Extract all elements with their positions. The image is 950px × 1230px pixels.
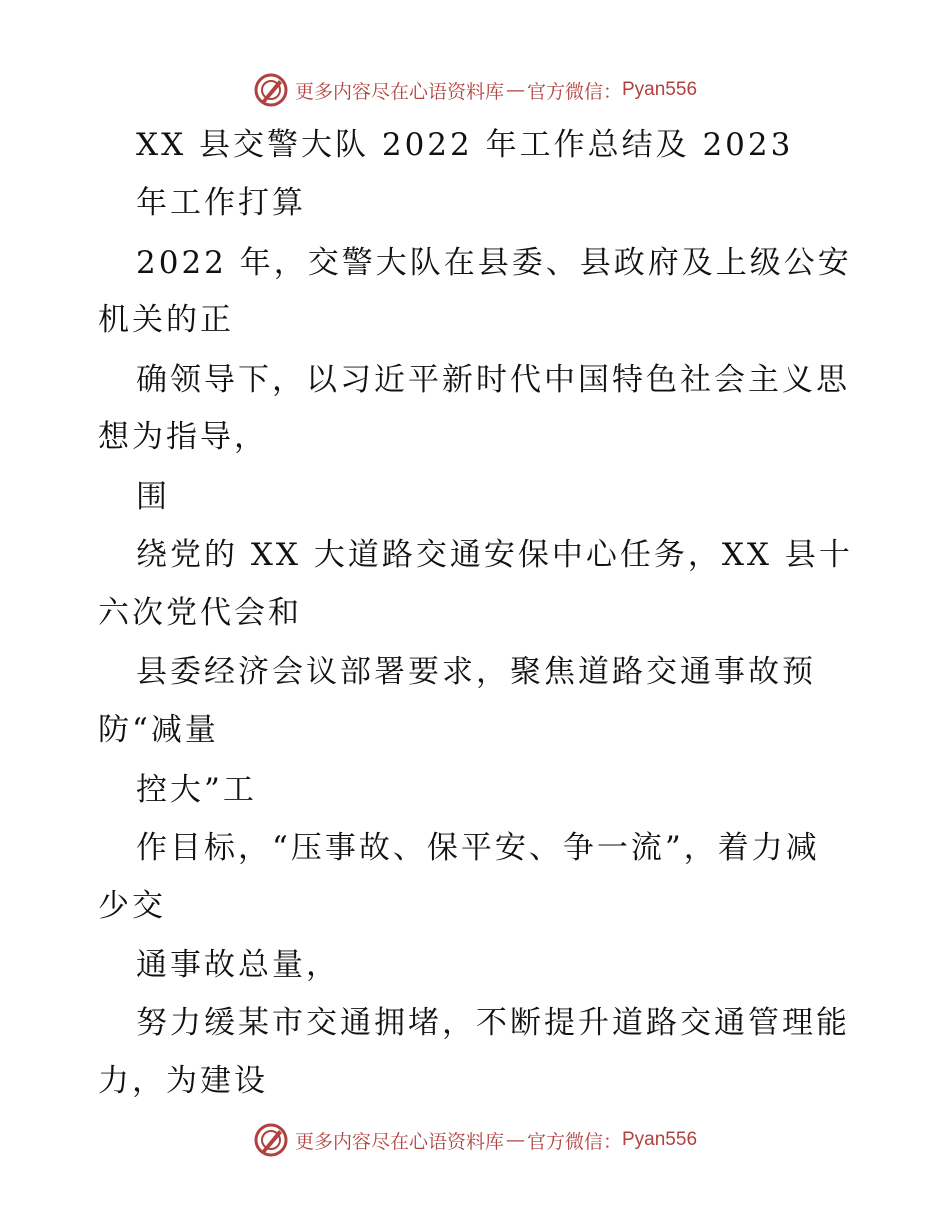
doc-line: 机关的正 (98, 302, 234, 338)
header-dash: — (505, 79, 525, 101)
doc-line: 力，为建设 (98, 1063, 268, 1099)
doc-line: 围 (136, 479, 170, 515)
doc-line: 想为指导， (98, 419, 268, 455)
doc-line: 控大”工 (136, 772, 257, 808)
footer-watermark (0, 1120, 950, 1160)
doc-line: 努力缓某市交通拥堵，不断提升道路交通管理能 (136, 1005, 850, 1041)
doc-line: 作目标，“压事故、保平安、争一流”，着力减 (136, 830, 820, 866)
doc-title-line-1: XX 县交警大队 2022 年工作总结及 2023 (136, 127, 794, 163)
doc-line: 六次党代会和 (98, 595, 302, 631)
footer-wechat-id: Pyan556 (622, 1129, 698, 1150)
footer-wechat-label: 官方微信： (526, 1130, 622, 1153)
doc-line: 通事故总量， (136, 947, 340, 983)
doc-line: 县委经济会议部署要求，聚焦道路交通事故预 (136, 654, 816, 690)
logo-icon (253, 72, 289, 108)
doc-line: 2022 年，交警大队在县委、县政府及上级公安 (136, 245, 852, 281)
logo-icon (253, 1122, 289, 1158)
header-brand: 更多内容尽在心语资料库 (294, 80, 504, 103)
doc-line: 少交 (98, 888, 166, 924)
doc-line: 确领导下，以习近平新时代中国特色社会主义思 (136, 362, 850, 398)
header-wechat-id: Pyan556 (622, 79, 698, 100)
doc-line: 绕党的 XX 大道路交通安保中心任务，XX 县十 (136, 537, 853, 573)
doc-title-line-2: 年工作打算 (136, 185, 306, 221)
header-watermark (0, 70, 950, 110)
footer-dash: — (505, 1129, 525, 1151)
header-wechat-label: 官方微信： (526, 80, 622, 103)
doc-line: 防“减量 (98, 712, 219, 748)
footer-brand: 更多内容尽在心语资料库 (294, 1130, 504, 1153)
